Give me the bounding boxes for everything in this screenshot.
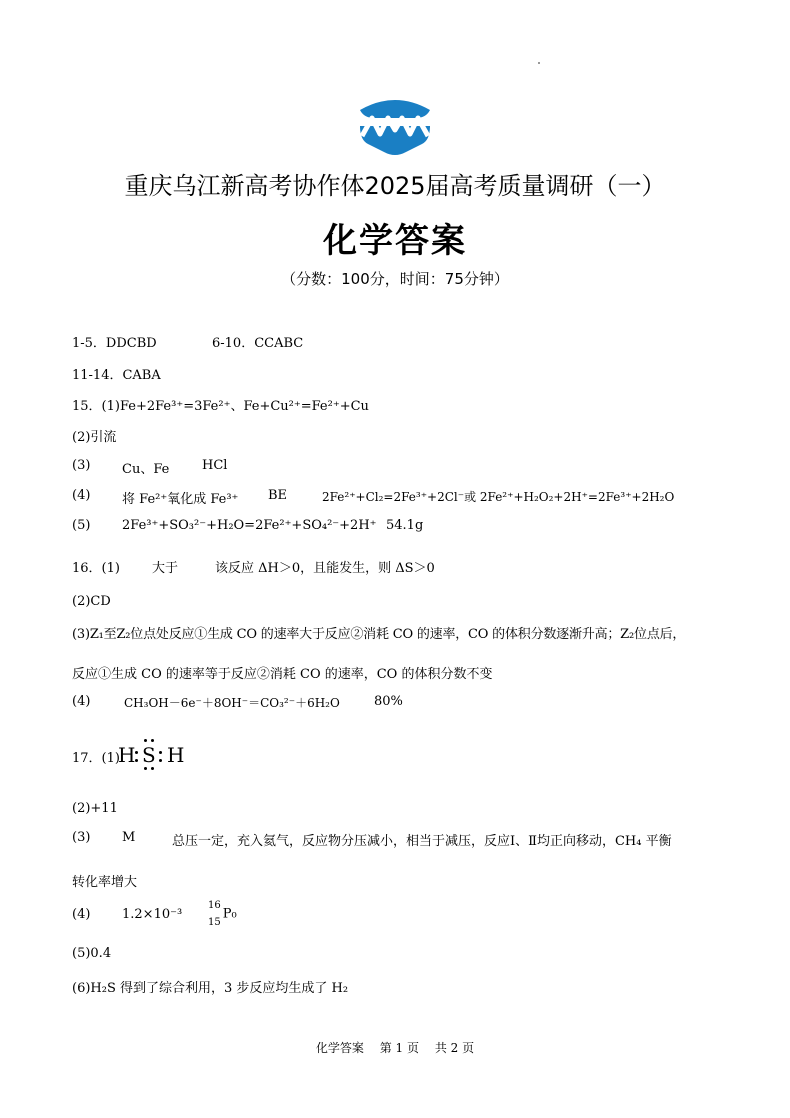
- footer-total: 共 2 页: [434, 1041, 475, 1055]
- q15-3-label: (3): [72, 458, 91, 473]
- q16-4-a: CH₃OH－6e⁻＋8OH⁻＝CO₃²⁻＋6H₂O: [124, 696, 340, 710]
- q17-4-a: 1.2×10⁻³: [122, 907, 183, 922]
- mc-6-10: 6-10．CCABC: [212, 336, 304, 351]
- school-logo: [356, 96, 434, 156]
- q15-2: (2)引流: [72, 430, 117, 445]
- q15-1: 15．(1)Fe+2Fe³⁺=3Fe²⁺、Fe+Cu²⁺=Fe²⁺+Cu: [72, 399, 369, 414]
- q17-3-a: M: [122, 830, 136, 845]
- lewis-dot: [159, 759, 162, 762]
- mc-1-5: 1-5．DDCBD: [72, 336, 157, 351]
- lewis-dot: [144, 767, 147, 770]
- lewis-structure-h2s: [72, 741, 202, 771]
- q16-3b: 反应①生成 CO 的速率等于反应②消耗 CO 的速率，CO 的体积分数不变: [72, 667, 493, 682]
- lewis-dot: [151, 739, 154, 742]
- q16-4-label: (4): [72, 694, 91, 709]
- q15-3-a: Cu、Fe: [122, 462, 170, 477]
- q17-1-label: 17．(1): [72, 751, 120, 766]
- doc-meta: （分数：100分，时间：75分钟）: [281, 270, 509, 288]
- lewis-h-right: H: [167, 743, 185, 767]
- lewis-s: S: [142, 743, 156, 767]
- q15-4-a: 将 Fe²⁺氧化成 Fe³⁺: [122, 492, 239, 507]
- q15-4-label: (4): [72, 488, 91, 503]
- lewis-dot: [135, 759, 138, 762]
- doc-subject: 化学答案: [323, 221, 467, 261]
- q17-4-p: P₀: [222, 906, 237, 922]
- q17-5: (5)0.4: [72, 946, 112, 961]
- q17-4-label: (4): [72, 907, 91, 922]
- q16-4-b: 80%: [374, 694, 403, 709]
- q15-3-b: HCl: [202, 458, 228, 473]
- footer-subject: 化学答案: [315, 1041, 364, 1055]
- q15-4-b: BE: [268, 488, 288, 503]
- lewis-dot: [151, 767, 154, 770]
- q17-3-label: (3): [72, 830, 91, 845]
- q16-1-a: 大于: [152, 561, 179, 576]
- q15-4-c: 2Fe²⁺+Cl₂=2Fe³⁺+2Cl⁻或 2Fe²⁺+H₂O₂+2H⁺=2Fe³⁺+2H₂O: [322, 490, 675, 504]
- lewis-dot: [144, 739, 147, 742]
- lewis-h-left: H: [118, 743, 136, 767]
- q17-2: (2)+11: [72, 801, 118, 816]
- lewis-dot: [159, 751, 162, 754]
- q15-5-a: 2Fe³⁺+SO₃²⁻+H₂O=2Fe²⁺+SO₄²⁻+2H⁺: [122, 518, 377, 533]
- q17-3-c: 转化率增大: [72, 875, 138, 890]
- q17-4-frac: [208, 900, 237, 928]
- corner-dot: [538, 62, 540, 64]
- fraction-num: 16: [208, 900, 221, 911]
- mc-11-14: 11-14．CABA: [72, 368, 161, 383]
- fraction-den: 15: [208, 917, 221, 928]
- fraction: [208, 900, 221, 928]
- q16-2: (2)CD: [72, 594, 111, 609]
- q15-5-b: 54.1g: [386, 518, 424, 533]
- q17-3-b: 总压一定，充入氦气，反应物分压减小，相当于减压，反应Ⅰ、Ⅱ均正向移动，CH₄ 平衡: [172, 834, 672, 849]
- q15-5-label: (5): [72, 518, 91, 533]
- lewis-dot: [135, 751, 138, 754]
- doc-title: 重庆乌江新高考协作体2025届高考质量调研（一）: [124, 172, 666, 200]
- page-footer: [0, 1039, 790, 1056]
- q16-1-b: 该反应 ΔH＞0，且能发生，则 ΔS＞0: [215, 561, 435, 576]
- q16-1-label: 16．(1): [72, 561, 120, 576]
- q17-6: (6)H₂S 得到了综合利用，3 步反应均生成了 H₂: [72, 981, 349, 996]
- q16-3a: (3)Z₁至Z₂位点处反应①生成 CO 的速率大于反应②消耗 CO 的速率，CO 的体积分数逐渐升高；Z₂位点后，: [72, 627, 686, 642]
- logo-top-shape: [360, 100, 430, 118]
- footer-page: 第 1 页: [379, 1041, 419, 1055]
